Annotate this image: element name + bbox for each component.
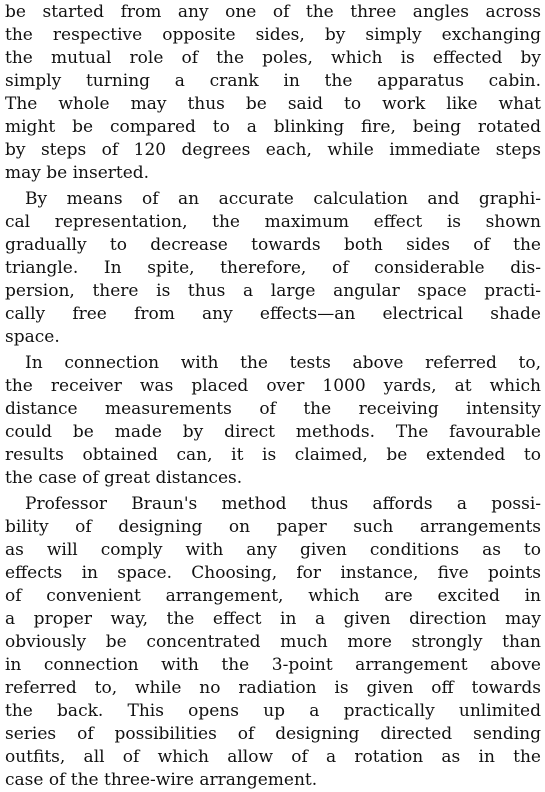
text-line: of convenient arrangement, which are excited in [5,586,541,606]
text-line: In connection with the tests above referred to, [25,353,541,373]
text-line: may be inserted. [5,163,150,183]
text-line: results obtained can, it is claimed, be extended to [5,445,541,465]
text-line: simply turning a crank in the apparatus cabin. [5,71,541,91]
text-line: in connection with the 3-point arrangement above [5,655,541,675]
text-line: by steps of 120 degrees each, while immediate steps [5,140,541,160]
text-line: cally free from any effects—an electrical shade [5,304,541,324]
text-line: a proper way, the effect in a given direction may [5,609,541,629]
paragraph [5,352,541,490]
text-line: triangle. In spite, therefore, of considerable dis- [5,258,541,278]
text-line: the back. This opens up a practically unlimited [5,701,541,721]
text-line: referred to, while no radiation is given off towards [5,678,541,698]
text-line: as will comply with any given conditions as to [5,540,541,560]
text-line: the case of great distances. [5,468,243,488]
text-line: bility of designing on paper such arrangements [5,517,541,537]
text-line: be started from any one of the three angles across [5,2,541,22]
text-line: cal representation, the maximum effect is shown [5,212,541,232]
text-line: the mutual role of the poles, which is effected by [5,48,541,68]
paragraph [5,188,541,349]
paragraph [5,1,541,185]
text-line: space. [5,327,60,347]
text-line: the respective opposite sides, by simply exchanging [5,25,541,45]
text-line: distance measurements of the receiving intensity [5,399,541,419]
text-line: persion, there is thus a large angular space practi- [5,281,541,301]
text-line: effects in space. Choosing, for instance, five points [5,563,541,583]
text-line: could be made by direct methods. The favourable [5,422,541,442]
text-line: case of the three-wire arrangement. [5,770,318,790]
text-line: the receiver was placed over 1000 yards, at which [5,376,541,396]
text-line: series of possibilities of designing directed sending [5,724,541,744]
text-line: might be compared to a blinking fire, being rotated [5,117,541,137]
paragraph [5,493,541,792]
text-line: gradually to decrease towards both sides of the [5,235,541,255]
text-line: By means of an accurate calculation and graphi- [25,189,541,209]
text-line: The whole may thus be said to work like what [5,94,541,114]
text-line: Professor Braun's method thus affords a possi- [25,494,541,514]
text-line: outfits, all of which allow of a rotation as in the [5,747,541,767]
text-line: obviously be concentrated much more strongly than [5,632,541,652]
